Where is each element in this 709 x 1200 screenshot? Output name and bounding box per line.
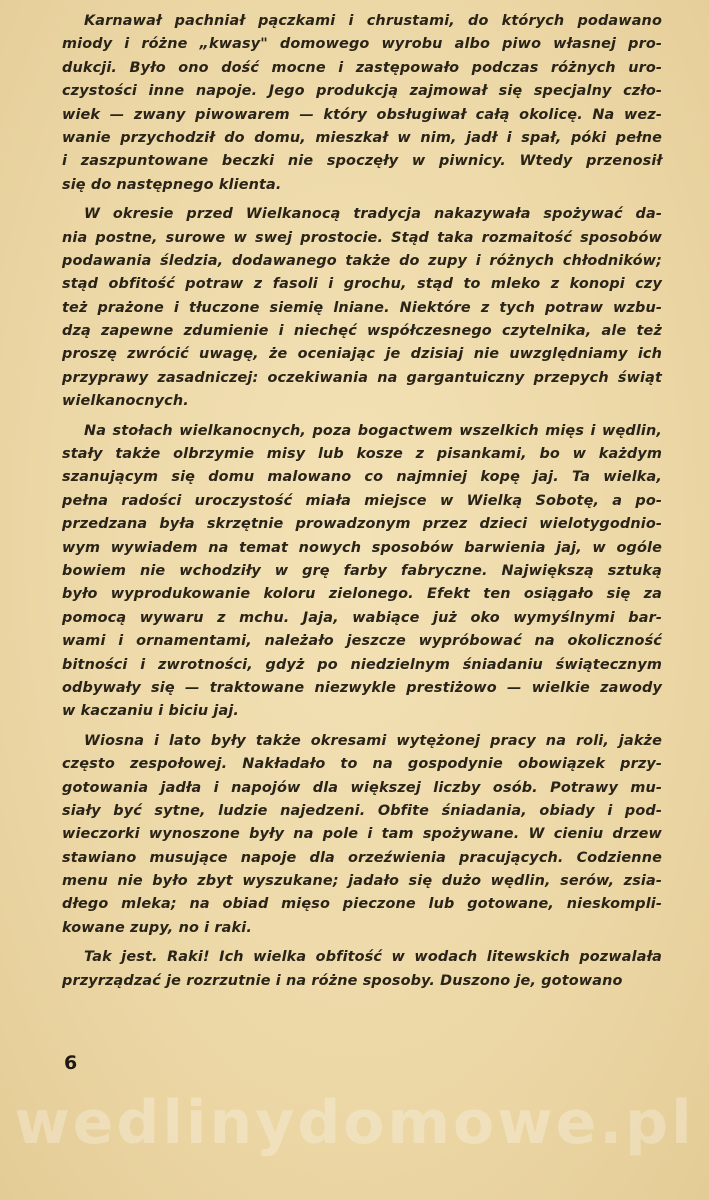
text-line: często zespołowej. Nakładało to na gospodynie obowiązek przy- bbox=[62, 756, 662, 773]
text-line: Karnawał pachniał pączkami i chrustami, do których podawano bbox=[84, 13, 662, 29]
page-number: 6 bbox=[64, 1052, 78, 1074]
paragraph bbox=[62, 10, 662, 197]
text-line: w kaczaniu i biciu jaj. bbox=[62, 703, 240, 720]
watermark: wedlinydomowe.pl bbox=[14, 1088, 695, 1158]
text-line: wanie przychodził do domu, mieszkał w nim, jadł i spał, póki pełne bbox=[62, 129, 662, 146]
text-line: i zaszpuntowane beczki nie spoczęły w piwnicy. Wtedy przenosił bbox=[62, 153, 662, 170]
text-line: stawiano musujące napoje dla orzeźwienia pracujących. Codzienne bbox=[62, 849, 662, 866]
paragraph bbox=[62, 730, 662, 941]
text-line: pomocą wywaru z mchu. Jaja, wabiące już oko wymyślnymi bar- bbox=[62, 609, 662, 626]
text-line: się do następnego klienta. bbox=[62, 176, 282, 193]
text-line: też prażone i tłuczone siemię lniane. Niektóre z tych potraw wzbu- bbox=[62, 299, 662, 316]
text-line: nia postne, surowe w swej prostocie. Stąd taka rozmaitość sposobów bbox=[62, 229, 662, 246]
text-line: wielkanocnych. bbox=[62, 393, 189, 410]
text-line: Wiosna i lato były także okresami wytężonej pracy na roli, jakże bbox=[84, 732, 662, 749]
text-line: podawania śledzia, dodawanego także do zupy i różnych chłodników; bbox=[62, 252, 662, 269]
text-line: wami i ornamentami, należało jeszcze wypróbować na okoliczność bbox=[62, 633, 662, 650]
text-line: gotowania jadła i napojów dla większej liczby osób. Potrawy mu- bbox=[62, 779, 662, 796]
paragraph bbox=[62, 420, 662, 724]
text-line: stąd obfitość potraw z fasoli i grochu, stąd to mleko z konopi czy bbox=[62, 276, 662, 293]
text-line: bowiem nie wchodziły w grę farby fabryczne. Największą sztuką bbox=[62, 562, 662, 579]
text-line: było wyprodukowanie koloru zielonego. Efekt ten osiągało się za bbox=[62, 586, 662, 603]
paragraph bbox=[62, 203, 662, 414]
text-line: odbywały się — traktowane niezwykle prestiżowo — wielkie zawody bbox=[62, 679, 662, 696]
text-line: przedzana była skrzętnie prowadzonym przez dzieci wielotygodnio- bbox=[62, 516, 662, 533]
text-line: przyprawy zasadniczej: oczekiwania na gargantuiczny przepych świąt bbox=[62, 369, 662, 386]
text-line: dzą zapewne zdumienie i niechęć współczesnego czytelnika, ale też bbox=[62, 323, 662, 340]
text-line: Na stołach wielkanocnych, poza bogactwem wszelkich mięs i wędlin, bbox=[84, 422, 662, 439]
text-line: wym wywiadem na temat nowych sposobów barwienia jaj, w ogóle bbox=[62, 539, 662, 556]
text-line: miody i różne „kwasy" domowego wyrobu albo piwo własnej pro- bbox=[62, 36, 662, 53]
text-line: bitności i zwrotności, gdyż po niedzielnym śniadaniu świątecznym bbox=[62, 656, 662, 673]
paragraph bbox=[62, 946, 662, 993]
text-line: kowane zupy, no i raki. bbox=[62, 919, 252, 936]
text-line: Tak jest. Raki! Ich wielka obfitość w wodach litewskich pozwalała bbox=[84, 949, 662, 966]
text-line: stały także olbrzymie misy lub kosze z pisankami, bo w każdym bbox=[62, 446, 662, 463]
text-line: szanującym się domu malowano co najmniej kopę jaj. Ta wielka, bbox=[62, 469, 662, 486]
text-line: przyrządzać je rozrzutnie i na różne sposoby. Duszono je, gotowano bbox=[62, 972, 623, 989]
text-line: menu nie było zbyt wyszukane; jadało się dużo wędlin, serów, zsia- bbox=[62, 873, 662, 890]
text-line: siały być sytne, ludzie najedzeni. Obfite śniadania, obiady i pod- bbox=[62, 802, 662, 819]
text-line: W okresie przed Wielkanocą tradycja nakazywała spożywać da- bbox=[84, 206, 662, 223]
text-line: proszę zwrócić uwagę, że oceniając je dzisiaj nie uwzględniamy ich bbox=[62, 346, 662, 363]
text-line: dłego mleka; na obiad mięso pieczone lub gotowane, nieskompli- bbox=[62, 896, 662, 913]
body-text bbox=[62, 10, 662, 999]
text-line: pełna radości uroczystość miała miejsce w Wielką Sobotę, a po- bbox=[62, 492, 662, 509]
text-line: wieczorki wynoszone były na pole i tam spożywane. W cieniu drzew bbox=[62, 826, 662, 843]
text-line: wiek — zwany piwowarem — który obsługiwał całą okolicę. Na wez- bbox=[62, 106, 662, 123]
text-line: czystości inne napoje. Jego produkcją zajmował się specjalny czło- bbox=[62, 83, 662, 100]
text-line: dukcji. Było ono dość mocne i zastępowało podczas różnych uro- bbox=[62, 59, 662, 76]
